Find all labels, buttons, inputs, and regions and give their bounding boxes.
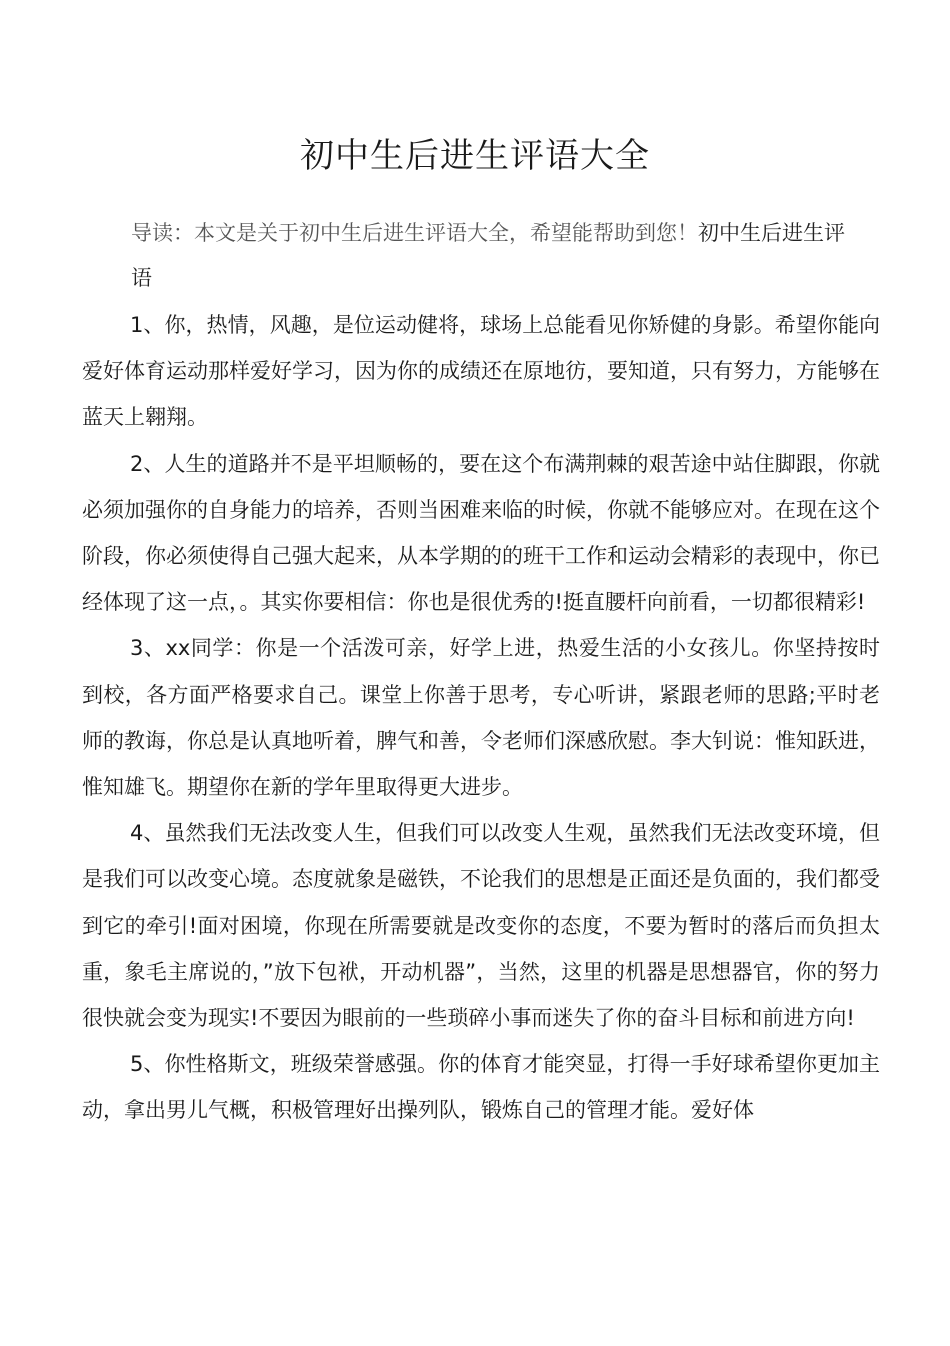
paragraph-1: 1、你，热情，风趣，是位运动健将，球场上总能看见你矫健的身影。希望你能向爱好体育运动那样爱好学习，因为你的成绩还在原地彷，要知道，只有努力，方能够在蓝天上翱翔。 [82, 313, 880, 430]
intro-rest: 初中生后进生评语 [131, 221, 845, 290]
intro-paragraph [131, 211, 861, 301]
document-body [82, 302, 880, 1134]
paragraph-5: 5、你性格斯文，班级荣誉感强。你的体育才能突显，打得一手好球希望你更加主动，拿出男儿气概，积极管理好出操列队，锻炼自己的管理才能。爱好体 [82, 1052, 880, 1123]
intro-lead: 导读：本文是关于初中生后进生评语大全，希望能帮助到您！ [131, 221, 698, 245]
paragraph-2: 2、人生的道路并不是平坦顺畅的，要在这个布满荆棘的艰苦途中站住脚跟，你就必须加强你的自身能力的培养，否则当困难来临的时候，你就不能够应对。在现在这个阶段，你必须使得自己强大起来，从本学期的的班干工作和运动会精彩的表现中，你已经体现了这一点，。其实你要相信：你也是很优秀的!挺直腰杆向前看，一切都很精彩! [82, 451, 880, 615]
document-title: 初中生后进生评语大全 [300, 136, 650, 176]
paragraph-3: 3、xx同学：你是一个活泼可亲，好学上进，热爱生活的小女孩儿。你坚持按时到校，各方面严格要求自己。课堂上你善于思考，专心听讲，紧跟老师的思路;平时老师的教诲，你总是认真地听着，脾气和善，令老师们深感欣慰。李大钊说：惟知跃进，惟知雄飞。期望你在新的学年里取得更大进步。 [82, 636, 880, 800]
paragraph-4: 4、虽然我们无法改变人生，但我们可以改变人生观，虽然我们无法改变环境，但是我们可以改变心境。态度就象是磁铁，不论我们的思想是正面还是负面的，我们都受到它的牵引!面对困境，你现在所需要就是改变你的态度，不要为暂时的落后而负担太重，象毛主席说的，”放下包袱，开动机器”，当然，这里的机器是思想器官，你的努力很快就会变为现实!不要因为眼前的一些琐碎小事而迷失了你的奋斗目标和前进方向! [82, 821, 880, 1031]
